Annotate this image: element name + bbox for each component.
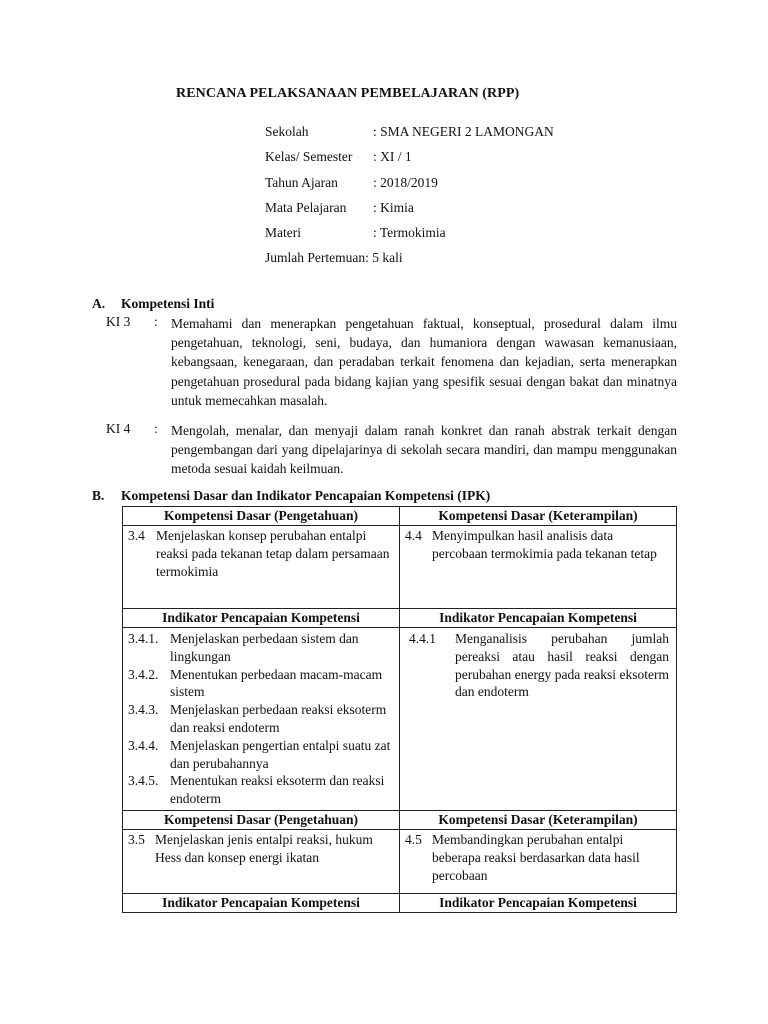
- info-label: Jumlah Pertemuan: 5 kali: [265, 250, 403, 266]
- ki-4-item: [106, 421, 678, 481]
- ipk-item: [128, 666, 394, 702]
- info-value: : Termokimia: [373, 225, 446, 241]
- ipk-4-cell: [400, 628, 677, 811]
- table-row: [123, 526, 677, 609]
- section-title: Kompetensi Inti: [121, 296, 215, 311]
- header-kd-pengetahuan: Kompetensi Dasar (Pengetahuan): [123, 811, 400, 830]
- header-ipk: Indikator Pencapaian Kompetensi: [400, 894, 677, 913]
- document-title: RENCANA PELAKSANAAN PEMBELAJARAN (RPP): [176, 86, 520, 101]
- ipk-text: Menjelaskan pengertian entalpi suatu zat dan perubahannya: [170, 737, 391, 771]
- ipk-text: Menjelaskan perbedaan sistem dan lingkungan: [170, 631, 359, 664]
- kd-number: 3.5: [128, 832, 145, 847]
- kd-item: [128, 527, 394, 580]
- ipk-number: 3.4.5.: [128, 773, 159, 789]
- section-letter: B.: [92, 488, 105, 503]
- competency-table: [122, 506, 677, 913]
- ipk-number: 3.4.3.: [128, 702, 159, 718]
- info-value: : Kimia: [373, 199, 414, 215]
- table-header-row: [123, 609, 677, 628]
- ki-colon: :: [154, 314, 158, 329]
- kd-number: 4.4: [405, 528, 422, 543]
- ipk-item: [128, 701, 394, 737]
- ki-text: Memahami dan menerapkan pengetahuan faktual, konseptual, prosedural dalam ilmu pengetahuan, teknologi, seni, budaya, dan humaniora dengan wawasan kemanusiaan, kebangsaan, kenegaraan, dan peradaban terkait fenomena dan kejadian, serta menerapkan pengetahuan prosedural pada bidang kajian yang spesifik sesuai dengan bakat dan minatnya untuk memecahkan masalah.: [171, 316, 677, 408]
- header-ipk: Indikator Pencapaian Kompetensi: [400, 609, 677, 628]
- info-label: Mata Pelajaran: [265, 199, 347, 215]
- ipk-text: Menentukan reaksi eksoterm dan reaksi endoterm: [170, 773, 385, 807]
- ipk-number: 3.4.2.: [128, 666, 159, 682]
- header-kd-keterampilan: Kompetensi Dasar (Keterampilan): [400, 507, 677, 526]
- kd-text: Menjelaskan konsep perubahan entalpi reaksi pada tekanan tetap dalam persamaan termokimia: [156, 528, 390, 579]
- ki-code: KI 3: [106, 314, 131, 329]
- ipk-text: Menganalisis perubahan jumlah pereaksi atau hasil reaksi dengan perubahan energy pada reaksi eksoterm dan endoterm: [455, 631, 669, 700]
- ipk-number: 3.4.4.: [128, 737, 159, 753]
- ipk-item: [405, 630, 671, 701]
- kd-text: Membandingkan perubahan entalpi beberapa reaksi berdasarkan data hasil percobaan: [432, 832, 640, 883]
- header-ipk: Indikator Pencapaian Kompetensi: [123, 894, 400, 913]
- table-row: [123, 628, 677, 811]
- ki-code: KI 4: [106, 421, 131, 436]
- kd-number: 3.4: [128, 528, 145, 543]
- kd-item: [405, 527, 671, 563]
- ipk-number: 3.4.1.: [128, 631, 159, 646]
- ipk-text: Menjelaskan perbedaan reaksi eksoterm dan reaksi endoterm: [170, 702, 387, 735]
- table-row: [123, 830, 677, 894]
- kd-item: [405, 831, 671, 884]
- ipk-item: [128, 737, 394, 773]
- kd-item: [128, 831, 394, 867]
- info-value: : XI / 1: [373, 149, 412, 165]
- kd-4-4-cell: [400, 526, 677, 609]
- header-kd-pengetahuan: Kompetensi Dasar (Pengetahuan): [123, 507, 400, 526]
- ki-3-item: [106, 314, 678, 414]
- ki-text: Mengolah, menalar, dan menyaji dalam ranah konkret dan ranah abstrak terkait dengan pengembangan dari yang dipelajarinya di sekolah secara mandiri, dan mampu menggunakan metoda sesuai kaidah keilmuan.: [171, 423, 677, 477]
- ipk-number: 4.4.1: [409, 631, 436, 646]
- info-label: Kelas/ Semester: [265, 149, 353, 165]
- table-header-row: [123, 507, 677, 526]
- ipk-3-cell: [123, 628, 400, 811]
- ipk-text: Menentukan perbedaan macam-macam sistem: [170, 666, 383, 700]
- header-ipk: Indikator Pencapaian Kompetensi: [123, 609, 400, 628]
- ipk-item: [128, 772, 394, 808]
- info-value: : 2018/2019: [373, 174, 438, 190]
- header-kd-keterampilan: Kompetensi Dasar (Keterampilan): [400, 811, 677, 830]
- kd-text: Menjelaskan jenis entalpi reaksi, hukum Hess dan konsep energi ikatan: [155, 832, 373, 865]
- table-header-row: [123, 811, 677, 830]
- section-title: Kompetensi Dasar dan Indikator Pencapaian Kompetensi (IPK): [121, 488, 491, 503]
- info-label: Materi: [265, 225, 301, 241]
- table-header-row: [123, 894, 677, 913]
- section-a-heading: [92, 296, 214, 312]
- kd-text: Menyimpulkan hasil analisis data percobaan termokimia pada tekanan tetap: [432, 528, 657, 561]
- kd-3-4-cell: [123, 526, 400, 609]
- kd-number: 4.5: [405, 832, 422, 847]
- info-value: : SMA NEGERI 2 LAMONGAN: [373, 124, 554, 139]
- kd-3-5-cell: [123, 830, 400, 894]
- ki-colon: :: [154, 421, 158, 436]
- ipk-item: [128, 630, 394, 666]
- info-label: Tahun Ajaran: [265, 174, 338, 190]
- section-b-heading: [92, 488, 490, 504]
- kd-4-5-cell: [400, 830, 677, 894]
- section-letter: A.: [92, 296, 106, 311]
- info-label: Sekolah: [265, 124, 309, 139]
